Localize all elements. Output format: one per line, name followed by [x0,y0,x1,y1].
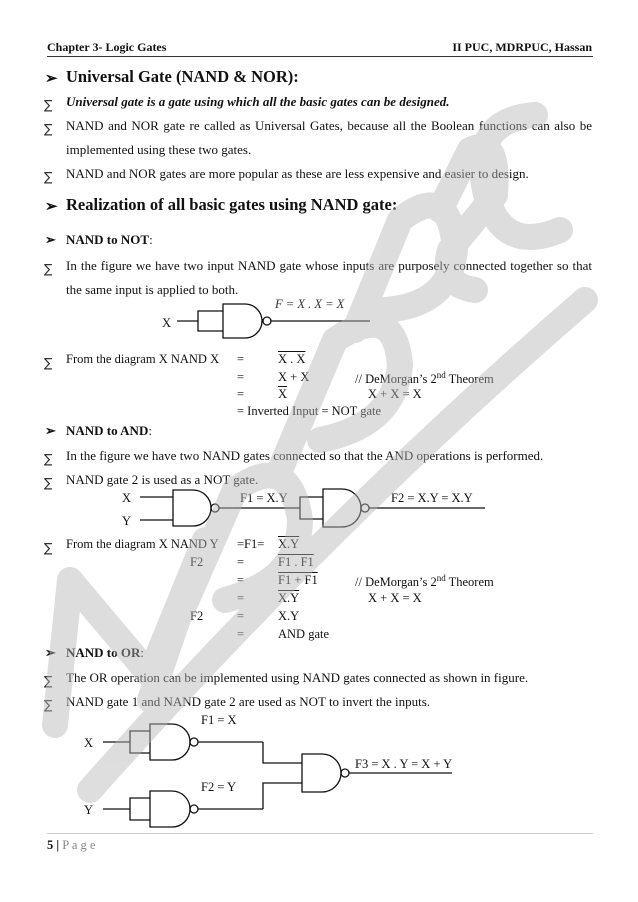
and-deriv-lead: From the diagram X NAND Y [66,537,219,551]
and-deriv-r3: X.Y [278,591,300,605]
nand-and-bullet-2: NAND gate 2 is used as a NOT gate. [66,472,259,487]
nand-and-title: NAND to AND: [66,423,152,438]
nand-gate-or-3 [302,754,452,792]
realization-title: Realization of all basic gates using NAND gate: [66,195,398,214]
and-deriv-note: // DeMorgan’s 2nd Theorem [355,573,494,590]
nand-or-bullet-2: NAND gate 1 and NAND gate 2 are used as NOT to invert the inputs. [66,694,431,709]
nand-not-bullet: In the figure we have two input NAND gate whose inputs are purposely connected together so that the same input is applied to both. [66,258,592,297]
nand-and-bullet-1: In the figure we have two NAND gates connected so that the AND operations is performed. [66,448,544,463]
nand-gate-or-2 [103,783,302,827]
not-deriv-lead: From the diagram X NAND X [66,352,220,366]
and-deriv-r2: F1 + F1 [278,573,318,587]
or-fig-x: X [84,736,94,750]
and-deriv-f1val: X.Y [278,537,300,551]
eq-sign: = [237,352,245,366]
nand-or-title: NAND to OR: [66,645,145,660]
or-fig-f2: F2 = Y [201,780,237,794]
universal-bullet-3: NAND and NOR gates are more popular as these are less expensive and easier to design. [66,166,529,181]
not-deriv-r4: = Inverted Input = NOT gate [237,404,382,418]
not-fig-output: F = X . X = X [275,297,345,311]
header-school: II PUC, MDRPUC, Hassan [452,40,592,54]
nand-not-title: NAND to NOT: [66,232,153,247]
and-deriv-f2: F2 [190,555,204,569]
arrow-bullet-icon: ➢ [45,199,58,215]
universal-bullet-2: NAND and NOR gate re called as Universal Gates, because all the Boolean functions can also be implemented using these two gates. [66,118,592,157]
or-fig-f3: F3 = X . Y = X + Y [355,757,453,771]
and-fig-f2: F2 = X.Y = X.Y [391,491,473,505]
not-deriv-r2: X + X [278,370,310,384]
eq-sign: = [237,555,245,569]
sum-bullet-icon: ∑ [44,121,53,136]
sum-bullet-icon: ∑ [44,475,53,490]
header-chapter: Chapter 3- Logic Gates [47,40,167,54]
not-deriv-r3: $\overline{X}$ [278,387,288,401]
not-fig-input-x: X [162,316,172,330]
universal-bullet-1: Universal gate is a gate using which all the basic gates can be designed. [66,94,450,109]
nand-gate-or-1 [103,724,302,763]
and-fig-y: Y [122,514,132,528]
sum-bullet-icon: ∑ [44,451,53,466]
or-fig-y: Y [84,803,94,817]
and-fig-f1: F1 = X.Y [240,491,288,505]
and-deriv-f1eq: =F1= [237,537,265,551]
and-fig-x: X [122,491,132,505]
sum-bullet-icon: ∑ [44,355,53,370]
sum-bullet-icon: ∑ [44,540,53,555]
nand-gate-and-1 [140,490,300,526]
footer-page: 5 | P a g e [47,838,96,852]
eq-sign: = [237,573,245,587]
and-deriv-r1: F1 . F1 [278,555,314,569]
sum-bullet-icon: ∑ [44,169,53,184]
and-deriv-f2b: F2 [190,609,204,623]
and-deriv-r4: X.Y [278,609,300,623]
sum-bullet-icon: ∑ [44,97,53,112]
arrow-bullet-icon: ➢ [45,645,56,660]
not-deriv-r1: X . X [278,352,306,366]
arrow-bullet-icon: ➢ [45,71,58,87]
arrow-bullet-icon: ➢ [45,232,56,247]
eq-sign: = [237,609,245,623]
sum-bullet-icon: ∑ [44,697,53,712]
nand-gate-not [177,304,370,338]
and-deriv-r5: AND gate [278,627,330,641]
not-deriv-note: // DeMorgan’s 2nd Theorem [355,370,494,387]
and-deriv-r3-right: X + X = X [368,591,422,605]
eq-sign: = [237,591,245,605]
eq-sign: = [237,387,245,401]
sum-bullet-icon: ∑ [44,261,53,276]
nand-gate-and-2 [300,489,485,527]
sum-bullet-icon: ∑ [44,673,53,688]
nand-or-bullet-1: The OR operation can be implemented using NAND gates connected as shown in figure. [66,670,529,685]
eq-sign: = [237,370,245,384]
eq-sign: = [237,627,245,641]
arrow-bullet-icon: ➢ [45,423,56,438]
universal-title: Universal Gate (NAND & NOR): [66,67,299,86]
not-deriv-r3-right: X + X = X [368,387,422,401]
or-fig-f1: F1 = X [201,713,237,727]
